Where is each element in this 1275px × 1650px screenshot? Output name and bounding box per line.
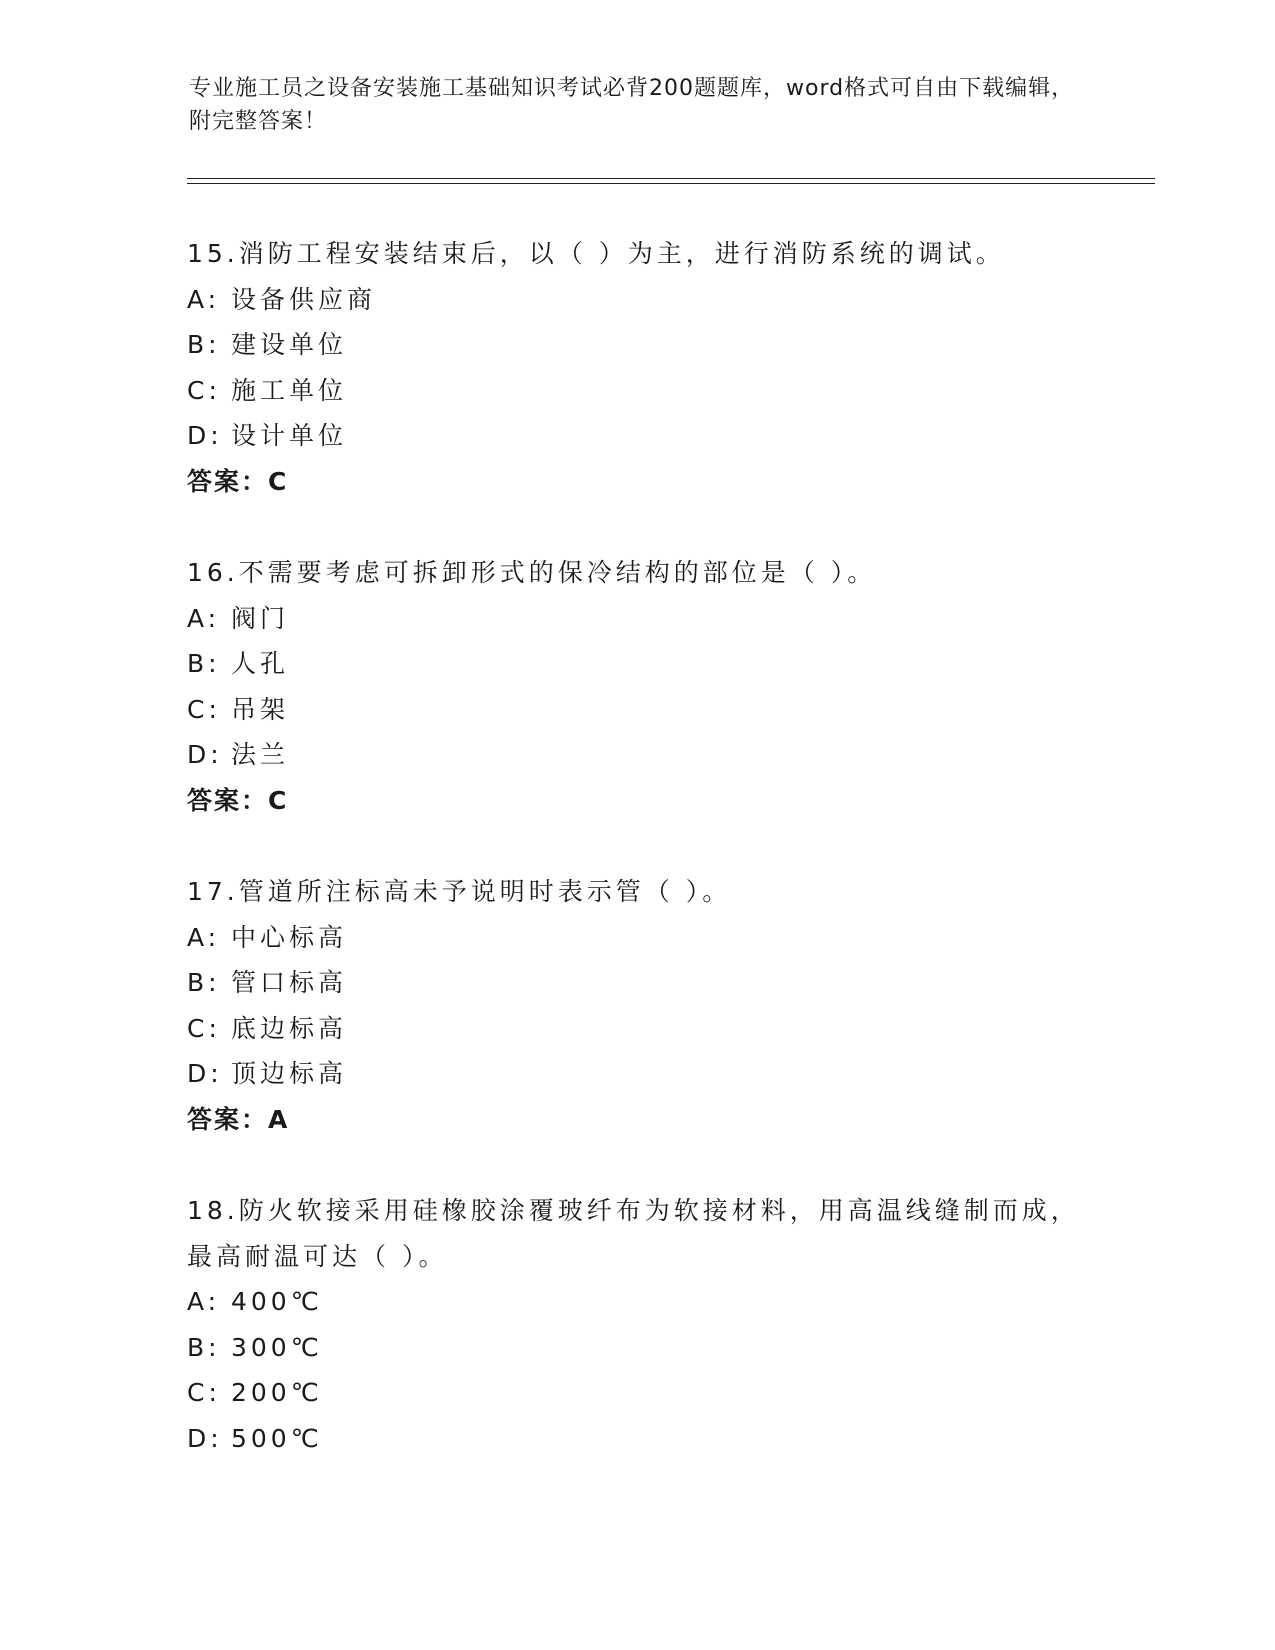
option-text: 顶边标高 <box>231 1059 348 1088</box>
option-c <box>187 1370 1147 1416</box>
option-text: 400℃ <box>231 1287 323 1316</box>
question-stem-line-2: 最高耐温可达（ ）。 <box>187 1241 448 1271</box>
option-text: 设备供应商 <box>231 284 377 314</box>
option-text: 中心标高 <box>231 922 348 952</box>
option-a <box>187 596 1147 642</box>
option-letter: C: <box>187 1378 221 1407</box>
option-letter: D: <box>187 1059 223 1088</box>
option-text: 施工单位 <box>231 375 348 405</box>
option-letter: A: <box>187 284 221 314</box>
question-stem: 15.消防工程安装结束后，以（ ）为主，进行消防系统的调试。 <box>187 239 1005 268</box>
option-a <box>187 915 1147 961</box>
option-c <box>187 687 1147 733</box>
option-letter: D: <box>187 1423 223 1453</box>
option-letter: B: <box>187 968 221 997</box>
option-letter: C: <box>187 1013 221 1043</box>
option-text: 200℃ <box>231 1378 323 1407</box>
question-15 <box>187 231 1147 504</box>
option-text: 阀门 <box>231 603 290 633</box>
option-text: 吊架 <box>231 694 290 724</box>
option-letter: A: <box>187 603 221 633</box>
option-d <box>187 413 1147 459</box>
option-a <box>187 1279 1147 1325</box>
option-a <box>187 277 1147 323</box>
option-letter: C: <box>187 375 221 405</box>
question-16 <box>187 550 1147 823</box>
question-18 <box>187 1188 1147 1461</box>
option-text: 设计单位 <box>231 421 348 450</box>
option-c <box>187 368 1147 414</box>
option-text: 500℃ <box>231 1423 323 1453</box>
option-letter: D: <box>187 421 223 450</box>
option-b <box>187 1325 1147 1371</box>
question-stem-line-1: 18.防火软接采用硅橡胶涂覆玻纤布为软接材料，用高温线缝制而成， <box>187 1196 1080 1225</box>
option-letter: D: <box>187 740 223 769</box>
question-list <box>187 231 1147 1507</box>
option-d <box>187 1416 1147 1462</box>
option-letter: B: <box>187 649 221 678</box>
option-letter: C: <box>187 694 221 724</box>
option-letter: B: <box>187 330 221 359</box>
answer-line: 答案：C <box>187 785 289 815</box>
option-text: 建设单位 <box>231 330 348 359</box>
answer-line: 答案：C <box>187 466 289 496</box>
option-letter: A: <box>187 922 221 952</box>
option-text: 底边标高 <box>231 1013 348 1043</box>
option-b <box>187 322 1147 368</box>
option-text: 法兰 <box>231 740 290 769</box>
option-c <box>187 1006 1147 1052</box>
option-b <box>187 960 1147 1006</box>
option-d <box>187 732 1147 778</box>
header-divider-top <box>187 178 1155 179</box>
option-letter: B: <box>187 1332 221 1362</box>
option-d <box>187 1051 1147 1097</box>
option-text: 人孔 <box>231 649 290 678</box>
answer-line: 答案：A <box>187 1104 290 1134</box>
option-text: 300℃ <box>231 1332 323 1362</box>
question-17 <box>187 869 1147 1142</box>
question-stem: 17.管道所注标高未予说明时表示管（ ）。 <box>187 877 732 906</box>
header-divider-bottom <box>187 183 1155 184</box>
option-b <box>187 641 1147 687</box>
document-header: 专业施工员之设备安装施工基础知识考试必背200题题库，word格式可自由下载编辑，附完整答案！ <box>189 76 1075 134</box>
option-text: 管口标高 <box>231 968 348 997</box>
question-stem: 16.不需要考虑可拆卸形式的保冷结构的部位是（ ）。 <box>187 558 877 587</box>
option-letter: A: <box>187 1287 221 1316</box>
